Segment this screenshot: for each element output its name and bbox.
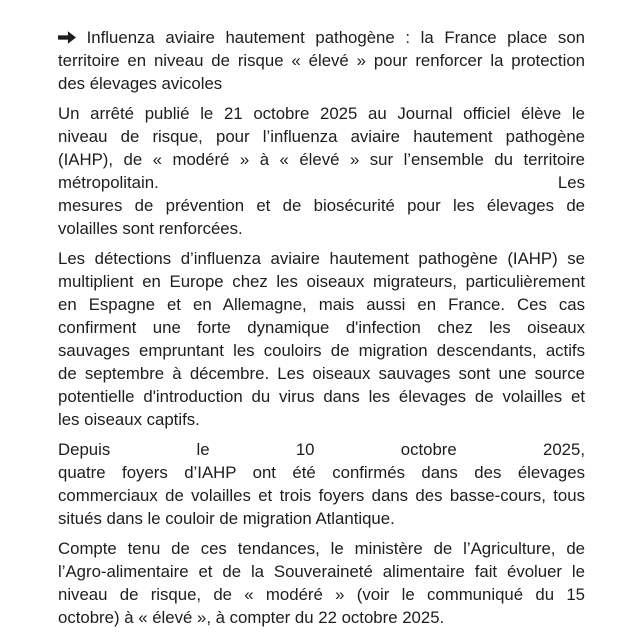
text-line	[58, 194, 585, 217]
text-line	[58, 102, 585, 125]
text-line	[58, 385, 585, 408]
document-body	[58, 26, 585, 636]
text-line	[58, 339, 585, 362]
line-text: mesures de prévention et de biosécurité pour les élevages de	[58, 196, 585, 215]
line-text: territoire en niveau de risque « élevé » pour renforcer la protection	[58, 51, 585, 70]
line-text: sauvages empruntant les couloirs de migration descendants, actifs	[58, 341, 585, 360]
line-text: multiplient en Europe chez les oiseaux migrateurs, particulièrement	[58, 272, 585, 291]
right-arrow-icon	[58, 26, 76, 49]
line-text: en Espagne et en Allemagne, mais aussi en France. Ces cas	[58, 295, 585, 314]
text-line	[58, 606, 585, 629]
line-text: niveau de risque, de « modéré » (voir le communiqué du 15	[58, 585, 585, 604]
text-line	[58, 217, 585, 240]
line-text: Compte tenu de ces tendances, le ministère de l’Agriculture, de	[58, 539, 585, 558]
text-line	[58, 247, 585, 270]
line-text: Un arrêté publié le 21 octobre 2025 au Journal officiel élève le	[58, 104, 585, 123]
paragraph	[58, 537, 585, 629]
line-text: volailles sont renforcées.	[58, 219, 243, 238]
line-text: Influenza aviaire hautement pathogène : la France place son	[86, 28, 585, 47]
text-line	[58, 560, 585, 583]
text-line	[58, 148, 585, 171]
line-text: situés dans le couloir de migration Atlantique.	[58, 509, 395, 528]
text-line	[58, 484, 585, 507]
text-line	[58, 171, 585, 194]
line-text: Les détections d’influenza aviaire hautement pathogène (IAHP) se	[58, 249, 585, 268]
paragraph	[58, 102, 585, 240]
line-text: (IAHP), de « modéré » à « élevé » sur l’ensemble du territoire	[58, 150, 585, 169]
line-text: des élevages avicoles	[58, 74, 223, 93]
text-line	[58, 316, 585, 339]
text-line	[58, 270, 585, 293]
line-text: niveau de risque, pour l’influenza aviaire hautement pathogène	[58, 127, 585, 146]
text-line	[58, 461, 585, 484]
paragraph	[58, 26, 585, 95]
text-line	[58, 125, 585, 148]
text-line	[58, 293, 585, 316]
line-text: octobre) à « élevé », à compter du 22 octobre 2025.	[58, 608, 445, 627]
line-text: de septembre à décembre. Les oiseaux sauvages sont une source	[58, 364, 585, 383]
line-text: les oiseaux captifs.	[58, 410, 200, 429]
text-line	[58, 26, 585, 49]
line-text: commerciaux de volailles et trois foyers dans des basse-cours, tous	[58, 486, 585, 505]
text-line	[58, 583, 585, 606]
text-line	[58, 72, 585, 95]
line-text: potentielle d'introduction du virus dans les élevages de volailles et	[58, 387, 585, 406]
text-line	[58, 507, 585, 530]
text-line	[58, 408, 585, 431]
line-text: l’Agro-alimentaire et de la Souveraineté alimentaire fait évoluer le	[58, 562, 585, 581]
line-text: Depuis le 10 octobre 2025,	[58, 440, 585, 459]
paragraph	[58, 438, 585, 530]
paragraph	[58, 247, 585, 431]
text-line	[58, 537, 585, 560]
text-line	[58, 438, 585, 461]
text-line	[58, 362, 585, 385]
line-text: métropolitain. Les	[58, 173, 585, 192]
line-text: quatre foyers d’IAHP ont été confirmés dans des élevages	[58, 463, 585, 482]
line-text: confirment une forte dynamique d'infection chez les oiseaux	[58, 318, 585, 337]
text-line	[58, 49, 585, 72]
